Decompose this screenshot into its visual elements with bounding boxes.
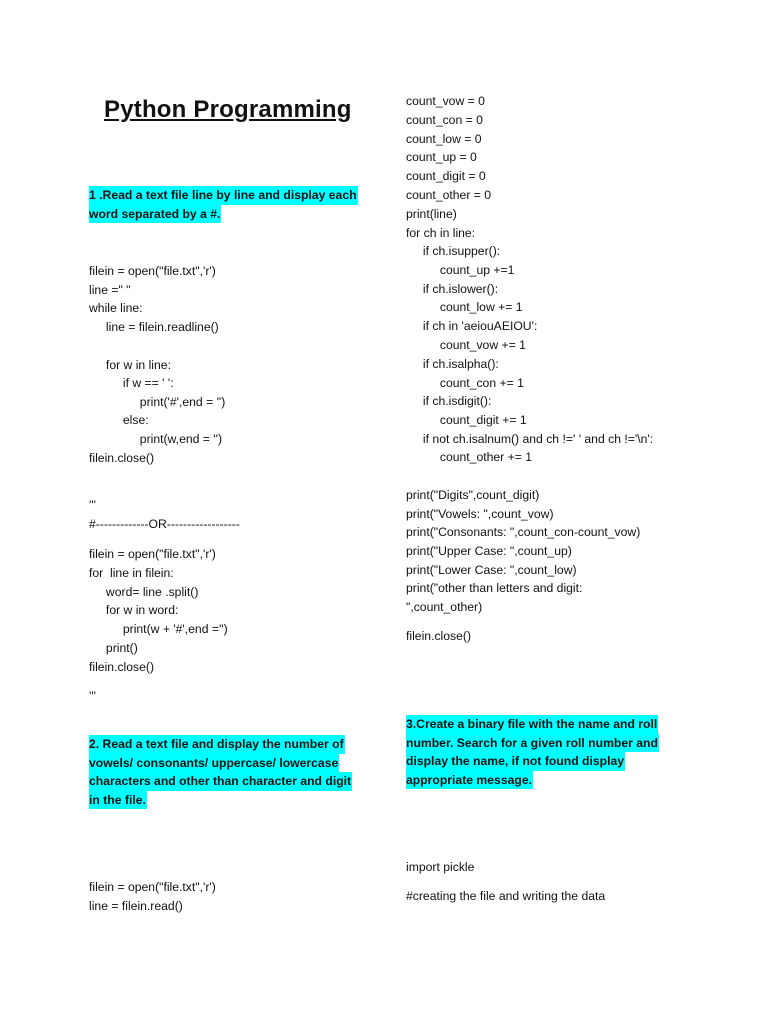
code-line: count_con = 0: [406, 113, 483, 127]
code-line: filein.close(): [406, 629, 472, 643]
code-line: if ch.isdigit():: [406, 394, 492, 408]
page-title: Python Programming: [104, 96, 352, 123]
question-2-line: characters and other than character and digit: [89, 772, 352, 791]
code-line: if not ch.isalnum() and ch !=' ' and ch !='\n':: [406, 432, 654, 446]
question-2-heading: [89, 735, 352, 809]
code-quote: ''': [89, 689, 96, 703]
code-comment-or: #-------------OR------------------: [89, 517, 240, 531]
code-line: count_vow += 1: [406, 338, 526, 352]
code-line: filein = open("file.txt",'r'): [89, 547, 216, 561]
question-1-line: 1 .Read a text file line by line and display each: [89, 186, 358, 205]
code-line: print("Upper Case: ",count_up): [406, 544, 572, 558]
code-line: filein.close(): [89, 660, 155, 674]
code-line: count_low = 0: [406, 132, 482, 146]
question-1-heading: [89, 186, 358, 223]
code-line: print(): [89, 641, 138, 655]
code-line: ",count_other): [406, 600, 483, 614]
code-line: print("Digits",count_digit): [406, 488, 540, 502]
code-line: for ch in line:: [406, 226, 476, 240]
code-line: print("Lower Case: ",count_low): [406, 563, 577, 577]
code-line: if ch.isupper():: [406, 244, 501, 258]
code-line: count_up +=1: [406, 263, 515, 277]
question-3-heading: [406, 715, 659, 789]
question-2-line: vowels/ consonants/ uppercase/ lowercase: [89, 754, 339, 773]
question-2-line: 2. Read a text file and display the number of: [89, 735, 345, 754]
code-line: if w == ' ':: [89, 376, 174, 390]
code-line: print('#',end = ''): [89, 395, 226, 409]
code-quote: ''': [89, 498, 96, 512]
question-2-line: in the file.: [89, 791, 147, 810]
code-line: line = filein.readline(): [89, 320, 219, 334]
code-line: count_digit = 0: [406, 169, 486, 183]
code-line: print(w,end = ''): [89, 432, 223, 446]
code-line: filein.close(): [89, 451, 155, 465]
code-line: if ch in 'aeiouAEIOU':: [406, 319, 538, 333]
question-1-line: word separated by a #.: [89, 205, 221, 224]
code-line: line =" ": [89, 283, 131, 297]
code-line: print("Vowels: ",count_vow): [406, 507, 554, 521]
code-line: count_vow = 0: [406, 94, 485, 108]
code-line: line = filein.read(): [89, 899, 183, 913]
code-line: import pickle: [406, 860, 475, 874]
code-line: for w in word:: [89, 603, 179, 617]
code-line: for w in line:: [89, 358, 171, 372]
code-comment: #creating the file and writing the data: [406, 889, 606, 903]
code-line: count_other = 0: [406, 188, 492, 202]
code-line: count_other += 1: [406, 450, 533, 464]
code-line: count_digit += 1: [406, 413, 527, 427]
code-line: if ch.islower():: [406, 282, 499, 296]
code-line: if ch.isalpha():: [406, 357, 499, 371]
code-line: while line:: [89, 301, 143, 315]
question-3-line: appropriate message.: [406, 771, 533, 790]
code-line: print("Consonants: ",count_con-count_vow): [406, 525, 641, 539]
code-line: print("other than letters and digit:: [406, 581, 583, 595]
code-line: count_up = 0: [406, 150, 477, 164]
question-3-line: display the name, if not found display: [406, 752, 625, 771]
code-line: word= line .split(): [89, 585, 199, 599]
code-line: print(line): [406, 207, 457, 221]
code-line: count_con += 1: [406, 376, 524, 390]
question-3-line: 3.Create a binary file with the name and roll: [406, 715, 658, 734]
code-line: filein = open("file.txt",'r'): [89, 880, 216, 894]
code-line: count_low += 1: [406, 300, 523, 314]
code-line: for line in filein:: [89, 566, 174, 580]
code-line: print(w + '#',end =''): [89, 622, 228, 636]
code-line: filein = open("file.txt",'r'): [89, 264, 216, 278]
code-line: else:: [89, 413, 149, 427]
question-3-line: number. Search for a given roll number and: [406, 734, 659, 753]
